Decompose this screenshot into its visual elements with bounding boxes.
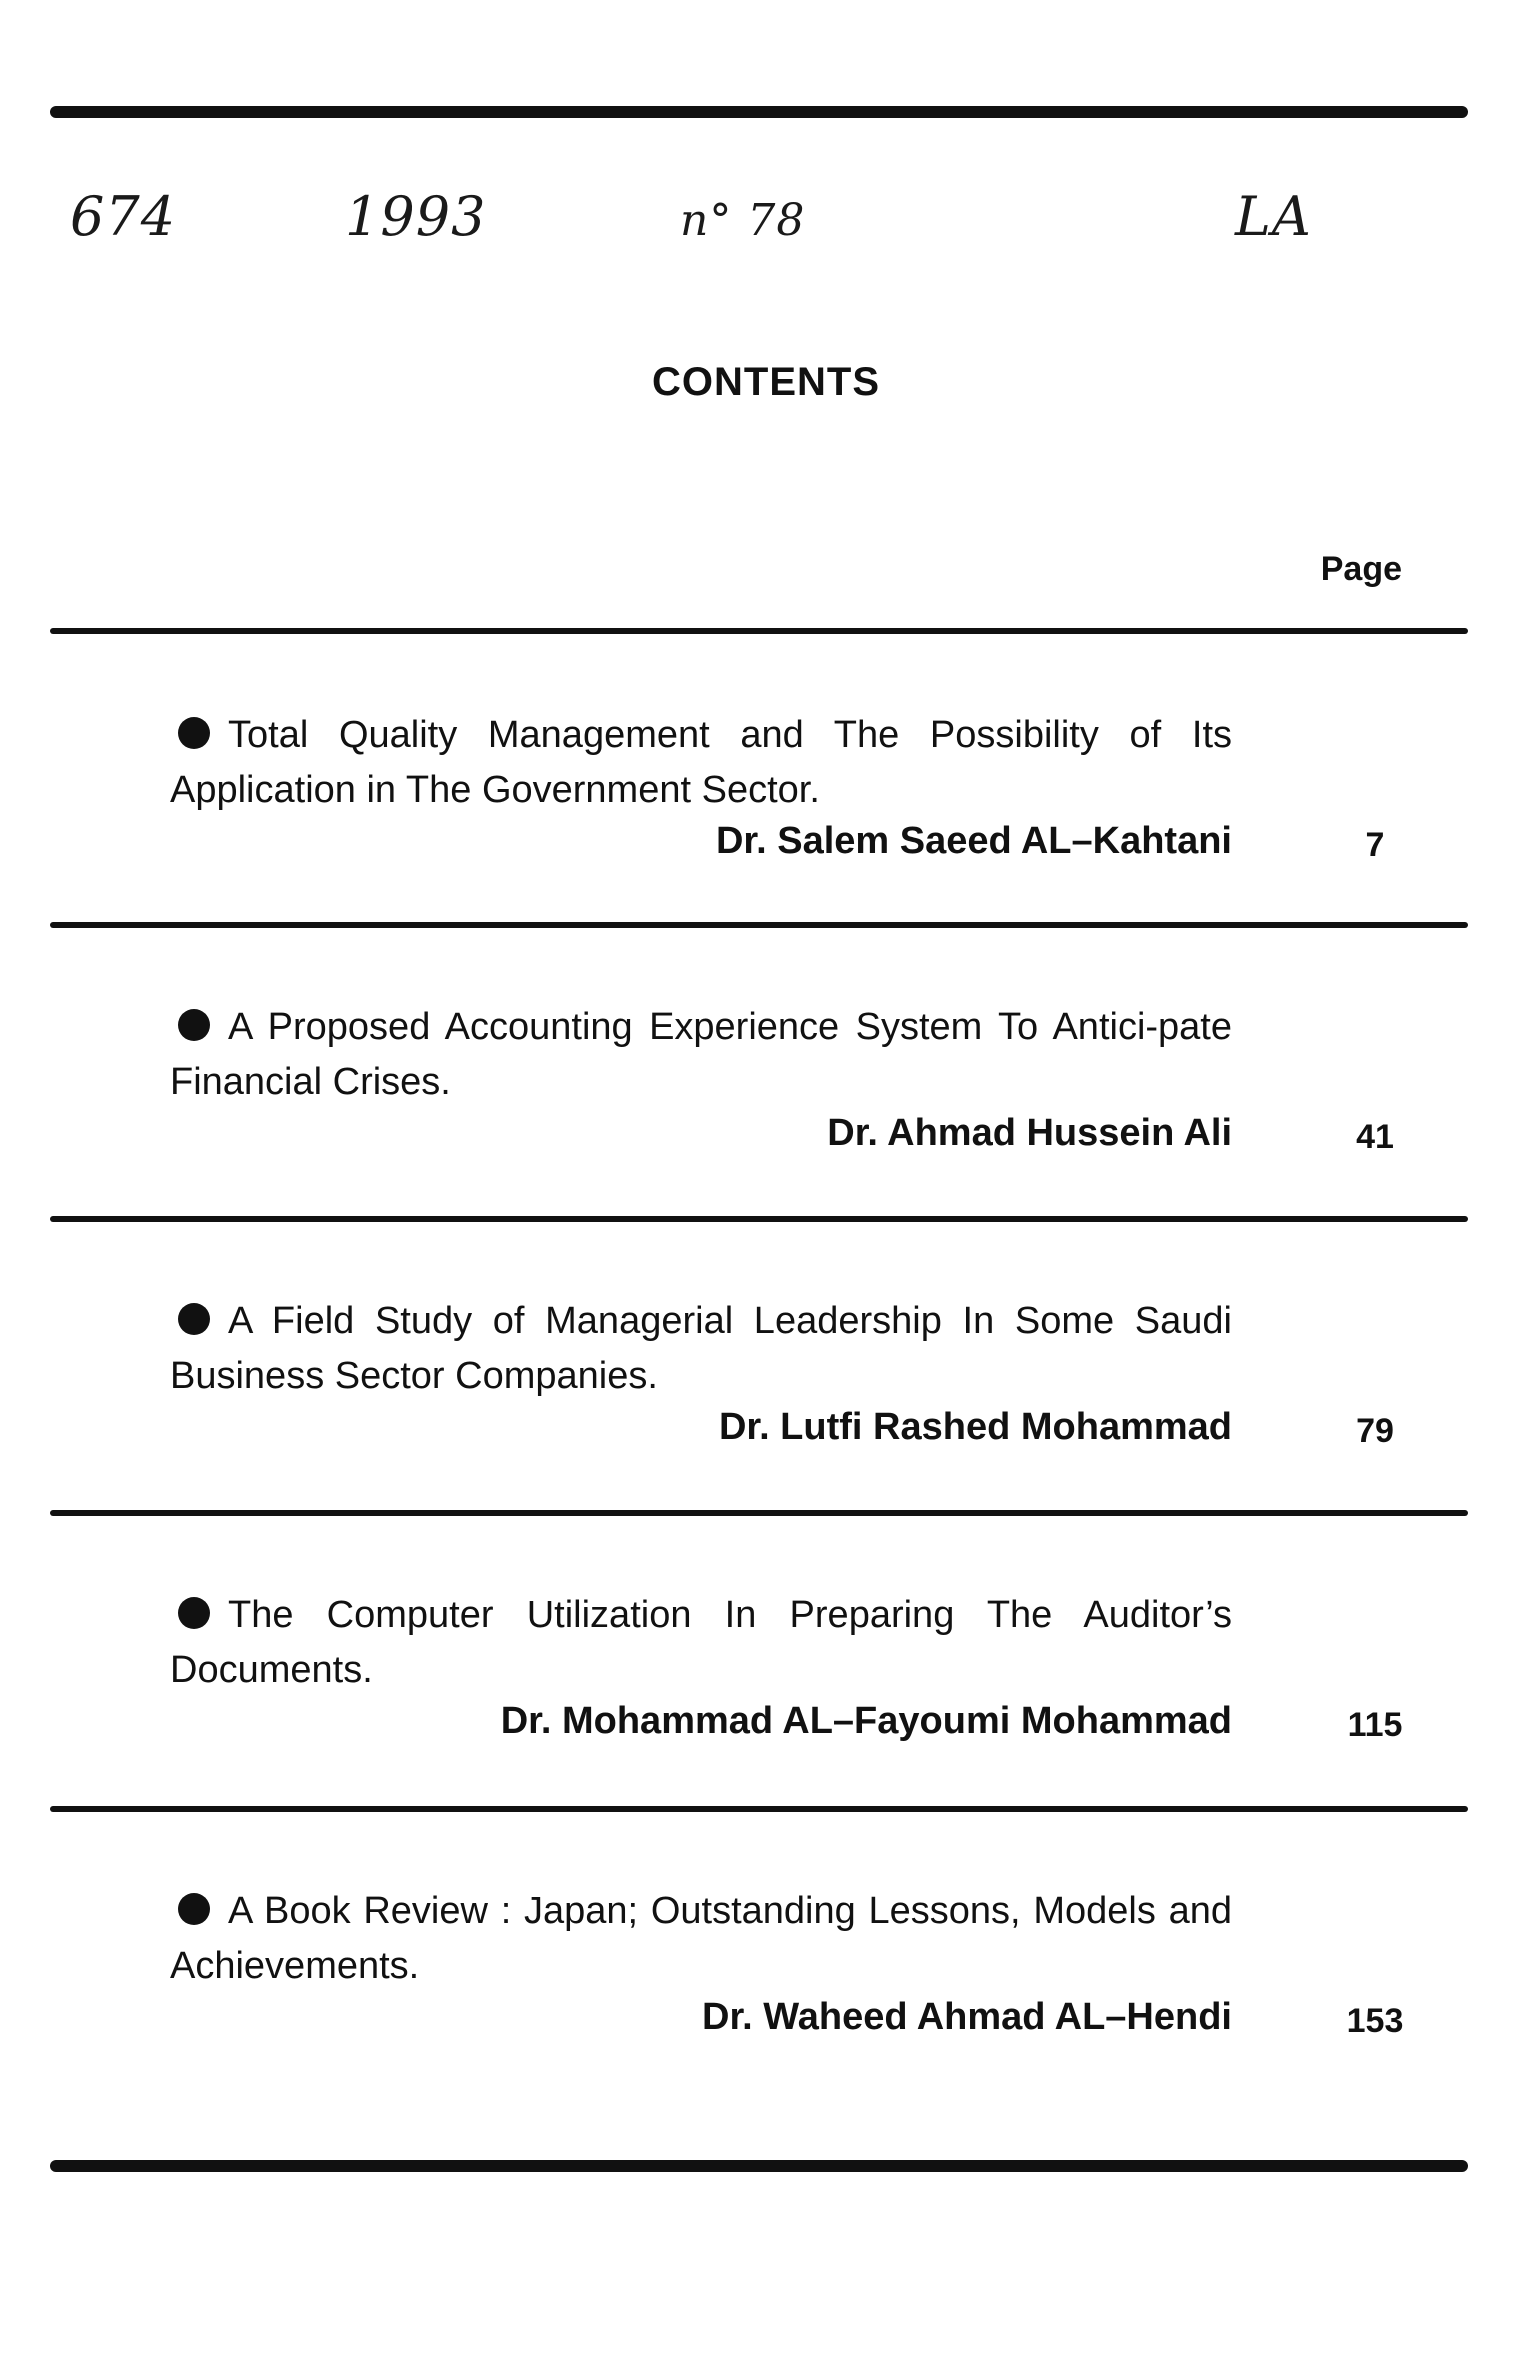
entry-page-number: 7	[1365, 826, 1385, 864]
handwritten-year: 1993	[345, 185, 487, 248]
entry-page-number: 115	[1347, 1706, 1403, 1744]
bullet-icon	[178, 717, 210, 749]
entry-divider	[50, 1216, 1468, 1222]
entry-title	[170, 708, 1232, 818]
entry-page-number: 153	[1346, 2002, 1404, 2040]
entry-title-text: A Proposed Accounting Experience System To Antici-pate Financial Crises.	[170, 1006, 1232, 1103]
entry-title	[170, 1000, 1232, 1110]
contents-entry	[170, 708, 1532, 908]
entry-page-number: 79	[1356, 1412, 1394, 1450]
entry-title	[170, 1588, 1232, 1698]
entry-divider	[50, 1510, 1468, 1516]
entry-title	[170, 1294, 1232, 1404]
entry-author: Dr. Waheed Ahmad AL–Hendi	[702, 1996, 1232, 2038]
entry-author: Dr. Lutfi Rashed Mohammad	[718, 1406, 1232, 1448]
bullet-icon	[178, 1893, 210, 1925]
contents-entry	[170, 1294, 1532, 1494]
entry-title-text: Total Quality Management and The Possibility of Its Application in The Government Sector.	[170, 714, 1232, 811]
header-rule	[50, 628, 1468, 634]
entry-divider	[50, 922, 1468, 928]
handwritten-initials: LA	[1235, 185, 1312, 248]
top-rule	[50, 106, 1468, 118]
bullet-icon	[178, 1597, 210, 1629]
bullet-icon	[178, 1009, 210, 1041]
bullet-icon	[178, 1303, 210, 1335]
contents-entry	[170, 1000, 1532, 1200]
entry-title	[170, 1884, 1232, 1994]
contents-title: CONTENTS	[652, 360, 880, 404]
entry-title-text: The Computer Utilization In Preparing The Auditor’s Documents.	[170, 1594, 1232, 1691]
entry-title-text: A Field Study of Managerial Leadership In Some Saudi Business Sector Companies.	[170, 1300, 1232, 1397]
bottom-rule	[50, 2160, 1468, 2172]
handwritten-code: 674	[70, 185, 177, 248]
entry-author: Dr. Mohammad AL–Fayoumi Mohammad	[500, 1700, 1232, 1742]
contents-entry	[170, 1884, 1532, 2084]
handwritten-issue: n° 78	[680, 195, 806, 246]
page-column-header: Page	[1320, 550, 1402, 588]
entry-divider	[50, 1806, 1468, 1812]
entry-author: Dr. Salem Saeed AL–Kahtani	[715, 820, 1232, 862]
entry-author: Dr. Ahmad Hussein Ali	[827, 1112, 1232, 1154]
contents-entry	[170, 1588, 1532, 1788]
entry-title-text: A Book Review : Japan; Outstanding Lessons, Models and Achievements.	[170, 1890, 1232, 1987]
entry-page-number: 41	[1356, 1118, 1394, 1156]
